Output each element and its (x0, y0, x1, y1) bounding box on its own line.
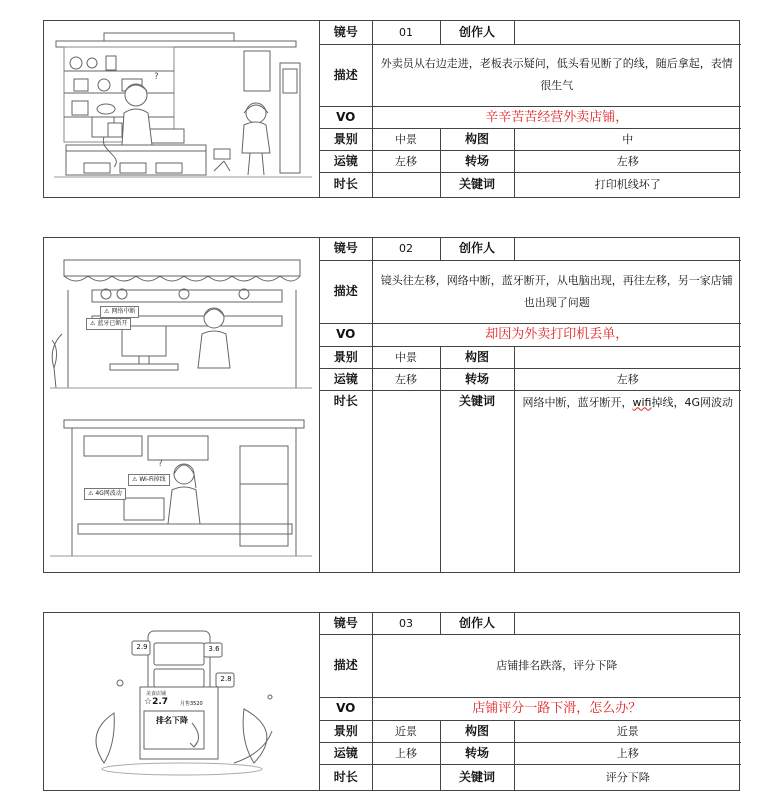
svg-text:?: ? (154, 72, 159, 82)
score-value: 2.7 (152, 697, 169, 707)
scene-value[interactable]: 近景 (372, 720, 440, 742)
score-bubble-3: 2.8 (220, 675, 232, 683)
composition-value[interactable]: 中 (514, 128, 741, 150)
composition-label: 构图 (440, 720, 514, 742)
shot-no-value: 02 (372, 238, 440, 260)
tag-wifi-dropped (128, 474, 170, 486)
transition-value[interactable]: 左移 (514, 368, 741, 390)
warning-icon: ⚠ (104, 308, 110, 315)
scene-label: 景别 (320, 128, 372, 150)
duration-value[interactable] (372, 172, 440, 197)
tag-4g-unstable (84, 488, 126, 500)
camera-value[interactable]: 左移 (372, 368, 440, 390)
creator-value[interactable] (514, 21, 741, 44)
score-bubble-1: 2.9 (136, 643, 148, 651)
tag-bluetooth-text: 蓝牙已断开 (97, 320, 128, 327)
transition-value[interactable]: 上移 (514, 742, 741, 764)
scene-label: 景别 (320, 346, 372, 368)
camera-label: 运镜 (320, 368, 372, 390)
transition-value[interactable]: 左移 (514, 150, 741, 172)
creator-label: 创作人 (440, 21, 514, 44)
camera-value[interactable]: 左移 (372, 150, 440, 172)
keywords-wifi: wifi (632, 395, 652, 409)
description-value[interactable]: 外卖员从右边走进，老板表示疑问，低头看见断了的线，随后拿起，表情很生气 (372, 44, 741, 106)
shot-no-value: 01 (372, 21, 440, 44)
description-label: 描述 (320, 44, 372, 106)
shot-2-info-table (320, 238, 741, 572)
camera-value[interactable]: 上移 (372, 742, 440, 764)
scene-value[interactable]: 中景 (372, 128, 440, 150)
composition-value[interactable]: 近景 (514, 720, 741, 742)
composition-value[interactable] (514, 346, 741, 368)
keywords-label: 关键词 (440, 172, 514, 197)
tag-network-interrupted (100, 306, 139, 318)
transition-label: 转场 (440, 368, 514, 390)
warning-icon: ⚠ (132, 476, 138, 483)
shot-no-label: 镜号 (320, 21, 372, 44)
duration-label: 时长 (320, 390, 372, 572)
description-label: 描述 (320, 260, 372, 323)
vo-value[interactable]: 店铺评分一路下滑，怎么办？ (372, 697, 741, 720)
shot-no-label: 镜号 (320, 238, 372, 260)
shot-3-info-table (320, 613, 741, 790)
creator-label: 创作人 (440, 238, 514, 260)
shot-1-illustration (44, 21, 320, 197)
keywords-post: 掉线，4G网波动 (651, 395, 733, 409)
tag-network-text: 网络中断 (111, 308, 136, 315)
monthly-sales: 月售3520 (180, 701, 203, 707)
warning-icon: ⚠ (90, 320, 96, 327)
shot-3-illustration (44, 613, 320, 790)
storyboard-shot-1 (43, 20, 740, 198)
shot-1-info-table (320, 21, 741, 197)
storyboard-shot-3 (43, 612, 740, 791)
creator-value[interactable] (514, 238, 741, 260)
tag-4g-text: 4G网波动 (95, 490, 122, 497)
duration-value[interactable] (372, 390, 440, 572)
keywords-value[interactable] (514, 390, 741, 572)
vo-label: VO (320, 697, 372, 720)
storyboard-shot-2 (43, 237, 740, 573)
description-label: 描述 (320, 634, 372, 697)
tag-bluetooth-disconnected (86, 318, 131, 330)
duration-value[interactable] (372, 764, 440, 790)
svg-text:?: ? (158, 459, 163, 469)
warning-icon: ⚠ (88, 490, 94, 497)
vo-value[interactable]: 辛辛苦苦经营外卖店铺， (372, 106, 741, 128)
camera-label: 运镜 (320, 742, 372, 764)
keywords-pre: 网络中断，蓝牙断开， (522, 395, 633, 409)
transition-label: 转场 (440, 150, 514, 172)
vo-value[interactable]: 却因为外卖打印机丢单， (372, 323, 741, 346)
composition-label: 构图 (440, 346, 514, 368)
star-icon: ☆ (144, 697, 153, 707)
store-label: 美食店铺 (146, 691, 167, 697)
score-bubble-2: 3.6 (208, 645, 220, 653)
keywords-label: 关键词 (440, 390, 514, 572)
composition-label: 构图 (440, 128, 514, 150)
creator-value[interactable] (514, 613, 741, 634)
vo-label: VO (320, 106, 372, 128)
keywords-value[interactable]: 评分下降 (514, 764, 741, 790)
keywords-label: 关键词 (440, 764, 514, 790)
transition-label: 转场 (440, 742, 514, 764)
creator-label: 创作人 (440, 613, 514, 634)
description-value[interactable]: 店铺排名跌落，评分下降 (372, 634, 741, 697)
duration-label: 时长 (320, 172, 372, 197)
keywords-value[interactable]: 打印机线坏了 (514, 172, 741, 197)
shot-no-value: 03 (372, 613, 440, 634)
vo-label: VO (320, 323, 372, 346)
rank-drop-label: 排名下降 (156, 716, 188, 725)
shot-no-label: 镜号 (320, 613, 372, 634)
shot-2-illustration (44, 238, 320, 572)
store-score (144, 697, 168, 707)
scene-label: 景别 (320, 720, 372, 742)
description-value[interactable]: 镜头往左移，网络中断，蓝牙断开，从电脑出现，再往左移，另一家店铺也出现了问题 (372, 260, 741, 323)
duration-label: 时长 (320, 764, 372, 790)
scene-value[interactable]: 中景 (372, 346, 440, 368)
tag-wifi-text: Wi-Fi掉线 (139, 476, 166, 483)
camera-label: 运镜 (320, 150, 372, 172)
